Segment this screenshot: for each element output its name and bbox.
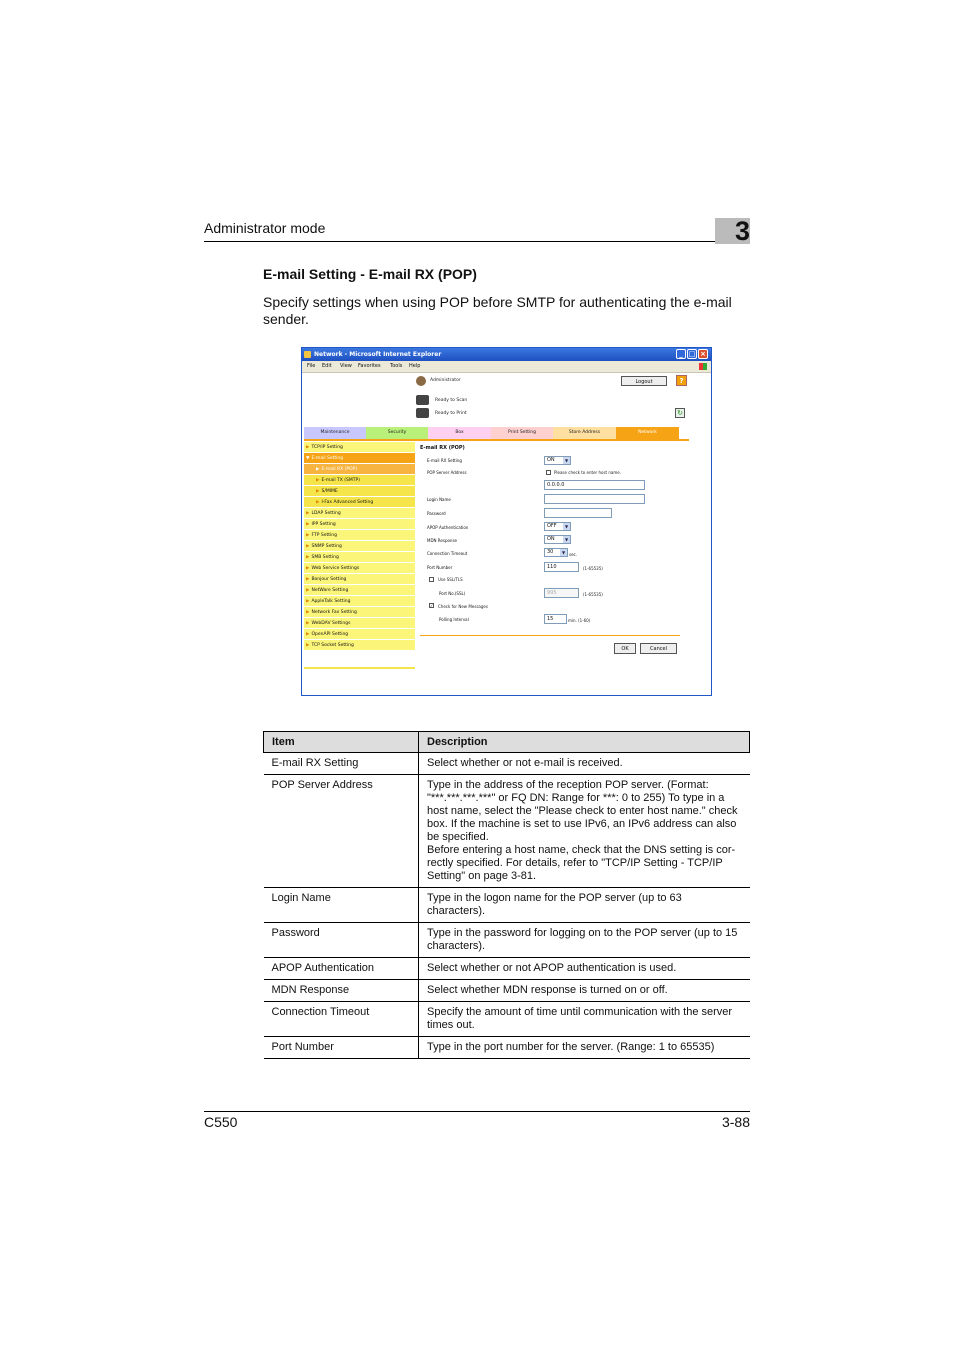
column-header-description: Description: [419, 732, 750, 753]
menu-bar: [302, 361, 711, 373]
section-title: E-mail Setting - E-mail RX (POP): [263, 266, 477, 282]
scanner-icon: [416, 395, 429, 405]
table-cell-item: Port Number: [264, 1037, 419, 1059]
page-number: 3-88: [721, 1114, 750, 1130]
mdn-select[interactable]: ON ▼: [544, 535, 571, 544]
table-cell-description: Specify the amount of time until communication with the server times out.: [419, 1002, 750, 1037]
tab-underline: [304, 439, 689, 441]
table-cell-description: Type in the logon name for the POP server (up to 63 characters).: [419, 888, 750, 923]
check-messages-label: Check for New Messages: [438, 604, 488, 609]
table-cell-item: Password: [264, 923, 419, 958]
email-rx-select[interactable]: ON ▼: [544, 456, 571, 465]
sidebar-item-ftp[interactable]: ▶ FTP Setting: [304, 530, 415, 541]
label-login-name: Login Name: [427, 497, 451, 502]
running-header: Administrator mode: [204, 220, 326, 236]
sidebar-item-webdav[interactable]: ▶ WebDAV Settings: [304, 618, 415, 629]
close-icon[interactable]: ×: [698, 349, 708, 359]
table-cell-description: Type in the port number for the server. (Range: 1 to 65535): [419, 1037, 750, 1059]
menu-edit[interactable]: Edit: [322, 363, 332, 369]
label-polling: Polling Interval: [439, 617, 469, 622]
window-title: Network - Microsoft Internet Explorer: [314, 351, 442, 358]
menu-view[interactable]: View: [340, 363, 352, 369]
polling-input[interactable]: 15: [544, 614, 567, 624]
status-scan: Ready to Scan: [435, 398, 468, 403]
label-port: Port Number: [427, 565, 453, 570]
table-cell-item: MDN Response: [264, 980, 419, 1002]
menu-tools[interactable]: Tools: [390, 363, 403, 369]
settings-sidebar: [304, 442, 415, 662]
apop-select[interactable]: OFF ▼: [544, 522, 571, 531]
label-apop: APOP Authentication: [427, 525, 469, 530]
intro-paragraph: Specify settings when using POP before SMTP for authenticating the e-mail sender.: [263, 294, 732, 327]
ok-button[interactable]: OK: [614, 643, 636, 654]
logout-button[interactable]: Logout: [621, 376, 667, 386]
chevron-down-icon: ▼: [564, 537, 569, 542]
table-cell-description: Type in the address of the reception POP server. (Format: "***.***.***.***" or FQ DN: Range for ***: 0 to 255) To type in a host name, select the "Please check to enter host name." check box. If the machine is set to use IPv6, an IPv6 address can also be specified. Before entering a host name, check that the DNS setting is cor-rectly specified. For details, refer to "TCP/IP Setting - TCP/IP Setting" on page 3-81.: [419, 775, 750, 888]
label-ssl-port: Port No.(SSL): [439, 591, 466, 596]
label-timeout: Connection Timeout: [427, 551, 468, 556]
window-titlebar: [302, 348, 711, 361]
table-cell-item: POP Server Address: [264, 775, 419, 888]
tab-security[interactable]: Security: [366, 427, 428, 439]
sidebar-bottom-rule: [304, 667, 415, 669]
sidebar-item-web-service[interactable]: ▶ Web Service Settings: [304, 563, 415, 574]
category-tabs: [304, 427, 679, 439]
column-header-item: Item: [264, 732, 419, 753]
header-rule: [204, 241, 750, 242]
ssl-checkbox[interactable]: [429, 577, 434, 582]
sidebar-item-ifax[interactable]: ▶ I-Fax Advanced Setting: [304, 497, 415, 508]
minimize-icon[interactable]: _: [676, 349, 686, 359]
chevron-down-icon: ▼: [561, 550, 566, 555]
ssl-label: Use SSL/TLS: [438, 577, 463, 582]
sidebar-item-netware[interactable]: ▶ NetWare Setting: [304, 585, 415, 596]
table-cell-description: Select whether or not APOP authentication is used.: [419, 958, 750, 980]
port-input[interactable]: 110: [544, 562, 579, 572]
printer-icon: [416, 408, 429, 418]
tab-print-setting[interactable]: Print Setting: [491, 427, 553, 439]
table-row: [264, 923, 750, 958]
sidebar-item-smime[interactable]: ▶ S/MIME: [304, 486, 415, 497]
footer-rule: [204, 1111, 750, 1112]
maximize-icon[interactable]: □: [688, 350, 696, 358]
sidebar-item-ipp[interactable]: ▶ IPP Setting: [304, 519, 415, 530]
sidebar-item-email-setting[interactable]: ▼ E-mail Setting: [304, 453, 415, 464]
tab-network[interactable]: Network: [616, 427, 679, 439]
table-cell-description: Select whether or not e-mail is received.: [419, 753, 750, 775]
hostname-checkbox[interactable]: [546, 470, 551, 475]
menu-favorites[interactable]: Favorites: [358, 363, 381, 369]
timeout-select[interactable]: 30 ▼: [544, 548, 568, 557]
form-title: E-mail RX (POP): [420, 445, 465, 451]
status-print: Ready to Print: [435, 411, 467, 416]
tab-store-address[interactable]: Store Address: [553, 427, 616, 439]
ie-icon: [304, 351, 311, 358]
password-input[interactable]: [544, 508, 612, 518]
table-cell-description: Select whether MDN response is turned on or off.: [419, 980, 750, 1002]
label-pop-server: POP Server Address: [427, 470, 467, 475]
sidebar-item-openapi[interactable]: ▶ OpenAPI Setting: [304, 629, 415, 640]
cancel-button[interactable]: Cancel: [640, 643, 677, 654]
port-range: (1-65535): [583, 566, 603, 571]
table-row: [264, 888, 750, 923]
administrator-icon: [416, 376, 426, 386]
ssl-port-range: (1-65535): [583, 592, 603, 597]
footer-model: C550: [204, 1114, 238, 1130]
sidebar-item-network-fax[interactable]: ▶ Network Fax Setting: [304, 607, 415, 618]
tab-box[interactable]: Box: [428, 427, 491, 439]
browser-window: [301, 347, 712, 696]
table-row: [264, 980, 750, 1002]
sidebar-item-tcp-socket[interactable]: ▶ TCP Socket Setting: [304, 640, 415, 651]
label-password: Password: [427, 511, 446, 516]
table-cell-item: Connection Timeout: [264, 1002, 419, 1037]
refresh-icon[interactable]: ↻: [675, 408, 685, 418]
login-name-input[interactable]: [544, 494, 645, 504]
table-cell-description: Type in the password for logging on to the POP server (up to 15 characters).: [419, 923, 750, 958]
timeout-unit: sec.: [569, 552, 578, 557]
sidebar-item-smb[interactable]: ▶ SMB Setting: [304, 552, 415, 563]
table-cell-item: E-mail RX Setting: [264, 753, 419, 775]
pop-server-input[interactable]: 0.0.0.0: [544, 480, 645, 490]
label-mdn: MDN Response: [427, 538, 458, 543]
sidebar-item-tcpip[interactable]: ▶ TCP/IP Setting: [304, 442, 415, 453]
settings-description-table: [263, 731, 750, 1059]
sidebar-item-ldap[interactable]: ▶ LDAP Setting: [304, 508, 415, 519]
check-messages-checkbox[interactable]: ✓: [430, 603, 434, 608]
polling-unit: min. (1-60): [568, 618, 591, 623]
table-row: [264, 1037, 750, 1059]
sidebar-item-email-tx-smtp[interactable]: ▶ E-mail TX (SMTP): [304, 475, 415, 486]
sidebar-item-bonjour[interactable]: ▶ Bonjour Setting: [304, 574, 415, 585]
user-name: Administrator: [430, 378, 461, 383]
table-cell-item: APOP Authentication: [264, 958, 419, 980]
table-row: [264, 753, 750, 775]
table-row: [264, 958, 750, 980]
table-row: [264, 1002, 750, 1037]
menu-file[interactable]: File: [307, 363, 316, 369]
menu-help[interactable]: Help: [409, 363, 421, 369]
tab-maintenance[interactable]: Maintenance: [304, 427, 366, 439]
form-bottom-rule: [420, 635, 680, 636]
sidebar-item-snmp[interactable]: ▶ SNMP Setting: [304, 541, 415, 552]
sidebar-item-appletalk[interactable]: ▶ AppleTalk Setting: [304, 596, 415, 607]
label-email-rx: E-mail RX Setting: [427, 458, 462, 463]
table-cell-item: Login Name: [264, 888, 419, 923]
table-row: [264, 775, 750, 888]
help-icon[interactable]: ?: [676, 375, 687, 386]
table-header-row: [264, 732, 750, 753]
chevron-down-icon: ▼: [564, 524, 569, 529]
chevron-down-icon: ▼: [564, 458, 569, 463]
sidebar-item-email-rx-pop[interactable]: ▶ E-mail RX (POP): [304, 464, 415, 475]
ssl-port-input[interactable]: 995: [544, 588, 579, 598]
windows-logo-icon: [699, 363, 707, 370]
hostname-check-label: Please check to enter host name.: [554, 470, 621, 475]
chapter-number: 3: [734, 216, 750, 246]
